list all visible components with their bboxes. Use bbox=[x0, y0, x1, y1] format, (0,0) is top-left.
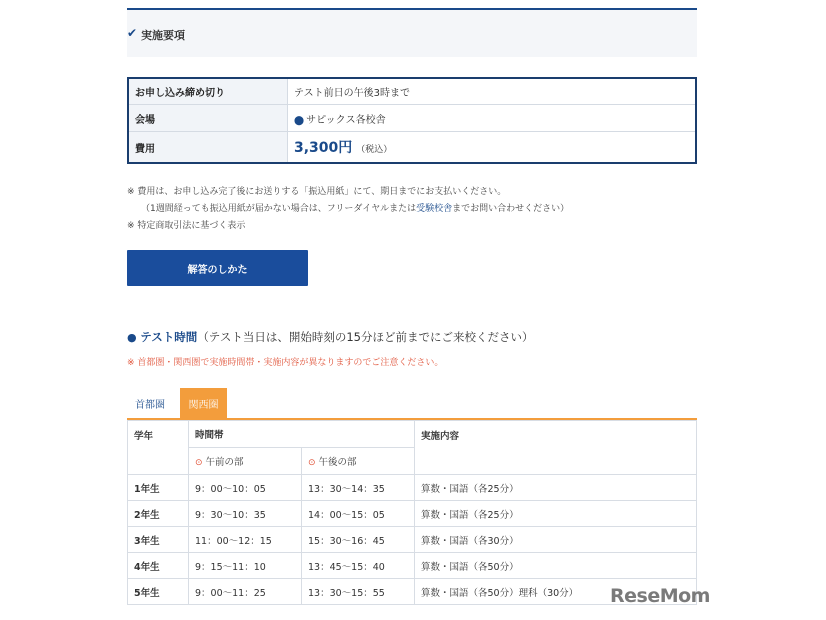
outline-title: 実施要項 bbox=[141, 29, 185, 42]
check-icon: ✔ bbox=[127, 26, 138, 40]
info-label: お申し込み締め切り bbox=[128, 78, 288, 105]
info-value: サピックス各校舎 bbox=[306, 114, 386, 126]
school-link[interactable]: 受験校舎 bbox=[416, 204, 453, 214]
payment-note: ※ 費用は、お申し込み完了後にお送りする「振込用紙」にて、期日までにお支払いください。 bbox=[127, 187, 507, 197]
time-header: 時間帯 bbox=[189, 421, 415, 448]
info-table bbox=[127, 77, 697, 164]
table-row: 4年生 9：15〜11：10 13：45〜15：40 算数・国語（各50分） bbox=[128, 553, 697, 579]
am-header: 午前の部 bbox=[205, 457, 244, 468]
payment-subnote: （1週間経っても振込用紙が届かない場合は、フリーダイヤルまたは受験校舎までお問い合わせください） bbox=[141, 204, 570, 214]
fee-tax: （税込） bbox=[356, 145, 393, 155]
commerce-law-link[interactable]: ※ 特定商取引法に基づく表示 bbox=[127, 221, 246, 231]
table-row: 2年生 9：30〜10：35 14：00〜15：05 算数・国語（各25分） bbox=[128, 501, 697, 527]
outline-header[interactable] bbox=[127, 8, 697, 57]
clock-icon: ⊙ bbox=[195, 458, 203, 468]
table-row: 5年生 9：00〜11：25 13：30〜15：55 算数・国語（各50分）理科（30分） bbox=[128, 579, 697, 605]
answer-method-button[interactable]: 解答のしかた bbox=[127, 250, 308, 286]
table-row: 3年生 11：00〜12：15 15：30〜16：45 算数・国語（各30分） bbox=[128, 527, 697, 553]
info-label: 費用 bbox=[128, 132, 288, 164]
grade-header: 学年 bbox=[128, 421, 189, 475]
tab-shutoken[interactable]: 首都圏 bbox=[135, 399, 165, 411]
schedule-header-row bbox=[128, 421, 697, 448]
pm-header: 午後の部 bbox=[318, 457, 357, 468]
clock-icon: ⊙ bbox=[308, 458, 316, 468]
content-header: 実施内容 bbox=[415, 421, 697, 475]
bullet-icon: ● bbox=[127, 331, 137, 344]
info-value: テスト前日の午後3時まで bbox=[288, 78, 697, 105]
fee-price: 3,300円 bbox=[294, 140, 353, 156]
info-row-fee bbox=[128, 132, 696, 164]
tab-kansai[interactable]: 関西圏 bbox=[180, 388, 227, 418]
map-pin-icon: ⬤ bbox=[294, 115, 305, 126]
info-row-deadline bbox=[128, 78, 696, 105]
region-warning: ※ 首都圏・関西圏で実施時間帯・実施内容が異なりますのでご注意ください。 bbox=[127, 358, 444, 368]
resemom-logo: ReseMom bbox=[610, 585, 710, 607]
section-title: ● テスト時間（テスト当日は、開始時刻の15分ほど前までにご来校ください） bbox=[127, 330, 534, 344]
table-row: 1年生 9：00〜10：05 13：30〜14：35 算数・国語（各25分） bbox=[128, 475, 697, 501]
info-label: 会場 bbox=[128, 105, 288, 132]
schedule-table bbox=[127, 420, 697, 605]
info-row-venue bbox=[128, 105, 696, 132]
